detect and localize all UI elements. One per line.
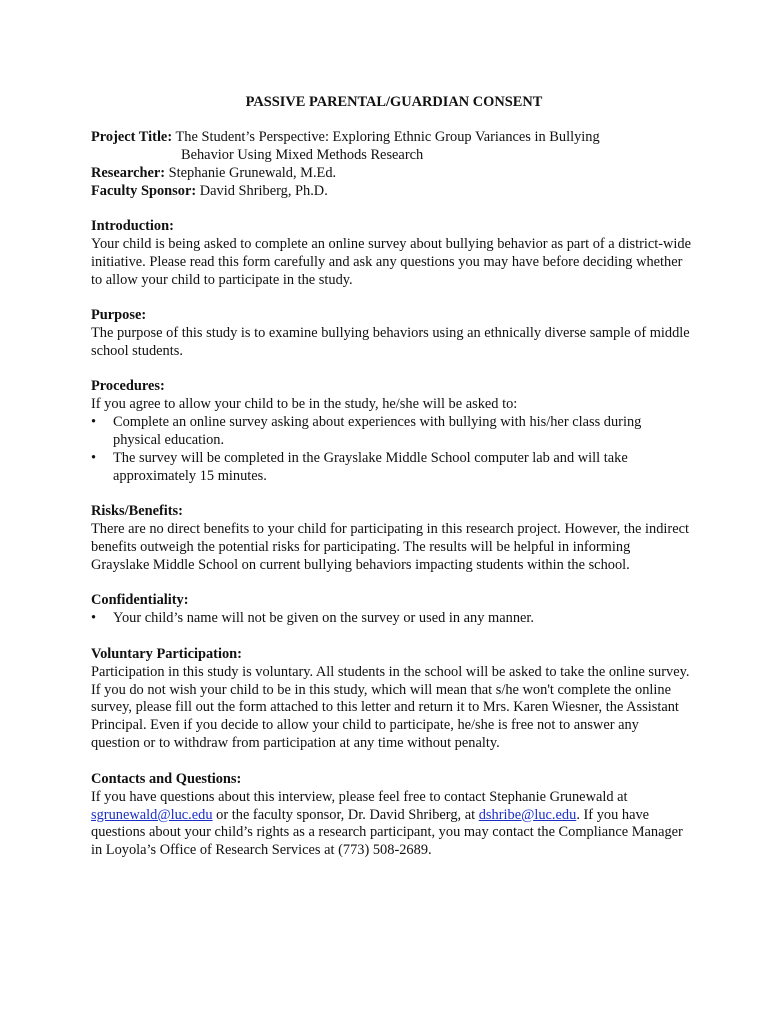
procedure-item-text: The survey will be completed in the Grayslake Middle School computer lab and will take approximately 15 minutes.	[113, 450, 628, 484]
confidentiality-section	[91, 592, 691, 628]
bullet-icon: •	[91, 610, 97, 627]
researcher-label: Researcher:	[91, 164, 166, 181]
researcher-email-link[interactable]: sgrunewald@luc.edu	[91, 806, 213, 823]
researcher-name: Stephanie Grunewald, M.Ed.	[168, 164, 337, 181]
voluntary-participation-text: Participation in this study is voluntary. All students in the school will be asked to take the online survey. If you do not wish your child to be in this study, which will mean that s/he won't complete the online survey, please fill out the form attached to this letter and return it to Mrs. Karen Wiesner, the Assistant Principal. Even if you decide to allow your child to participate, he/she is free not to answer any question or to withdraw from participation at any time without penalty.	[91, 663, 690, 752]
contacts-text-part-3: . If you have questions about your child’s rights as a research participant, you may contact the Compliance Manager in Loyola’s Office of Research Services at (773) 508-2689.	[91, 806, 683, 859]
contacts-text-part-1: If you have questions about this interview, please feel free to contact Stephanie Grunewald at	[91, 788, 628, 805]
introduction-text: Your child is being asked to complete an online survey about bullying behavior as part of a district-wide initiative. Please read this form carefully and ask any questions you may have before deciding whether to allow your child to participate in the study.	[91, 235, 692, 288]
project-title-label: Project Title:	[91, 128, 173, 145]
researcher-row	[91, 165, 691, 183]
document-title: PASSIVE PARENTAL/GUARDIAN CONSENT	[245, 94, 543, 110]
project-title-line-2: Behavior Using Mixed Methods Research	[181, 146, 424, 163]
contacts-section	[91, 771, 691, 861]
contacts-text	[91, 789, 691, 861]
procedures-section	[91, 378, 691, 485]
purpose-heading: Purpose:	[91, 307, 147, 324]
introduction-heading: Introduction:	[91, 218, 174, 235]
confidentiality-list	[91, 610, 691, 628]
sponsor-email-link[interactable]: dshribe@luc.edu	[478, 806, 577, 823]
confidentiality-heading: Confidentiality:	[91, 592, 189, 609]
list-item	[91, 610, 691, 628]
faculty-sponsor-name: David Shriberg, Ph.D.	[199, 182, 328, 199]
contacts-text-part-2: or the faculty sponsor, Dr. David Shriberg, at	[216, 806, 476, 823]
purpose-text: The purpose of this study is to examine bullying behaviors using an ethnically diverse sample of middle school students.	[91, 325, 690, 359]
introduction-section	[91, 218, 691, 290]
voluntary-participation-heading: Voluntary Participation:	[91, 645, 242, 662]
project-title-row	[91, 129, 691, 165]
list-item	[91, 414, 691, 450]
bullet-icon: •	[91, 414, 97, 431]
purpose-section	[91, 307, 691, 361]
faculty-sponsor-row	[91, 183, 691, 201]
consent-document	[91, 94, 691, 860]
bullet-icon: •	[91, 450, 97, 466]
risks-benefits-section	[91, 503, 691, 575]
procedures-intro: If you agree to allow your child to be in the study, he/she will be asked to:	[91, 396, 518, 413]
risks-benefits-text: There are no direct benefits to your child for participating in this research project. However, the indirect benefits outweigh the potential risks for participating. The results will be helpful in informing Grayslake Middle School on current bullying behaviors impacting students within the school.	[91, 521, 689, 574]
voluntary-participation-section	[91, 646, 691, 753]
contacts-heading: Contacts and Questions:	[91, 770, 242, 787]
list-item	[91, 450, 691, 486]
faculty-sponsor-label: Faculty Sponsor:	[91, 182, 197, 199]
risks-benefits-heading: Risks/Benefits:	[91, 503, 183, 520]
procedures-heading: Procedures:	[91, 378, 165, 395]
procedures-list	[91, 414, 691, 486]
project-title-line-1: The Student’s Perspective: Exploring Ethnic Group Variances in Bullying	[175, 128, 600, 145]
confidentiality-item-text: Your child’s name will not be given on the survey or used in any manner.	[113, 610, 534, 627]
procedure-item-text: Complete an online survey asking about experiences with bullying with his/her class during physical education.	[113, 414, 642, 449]
